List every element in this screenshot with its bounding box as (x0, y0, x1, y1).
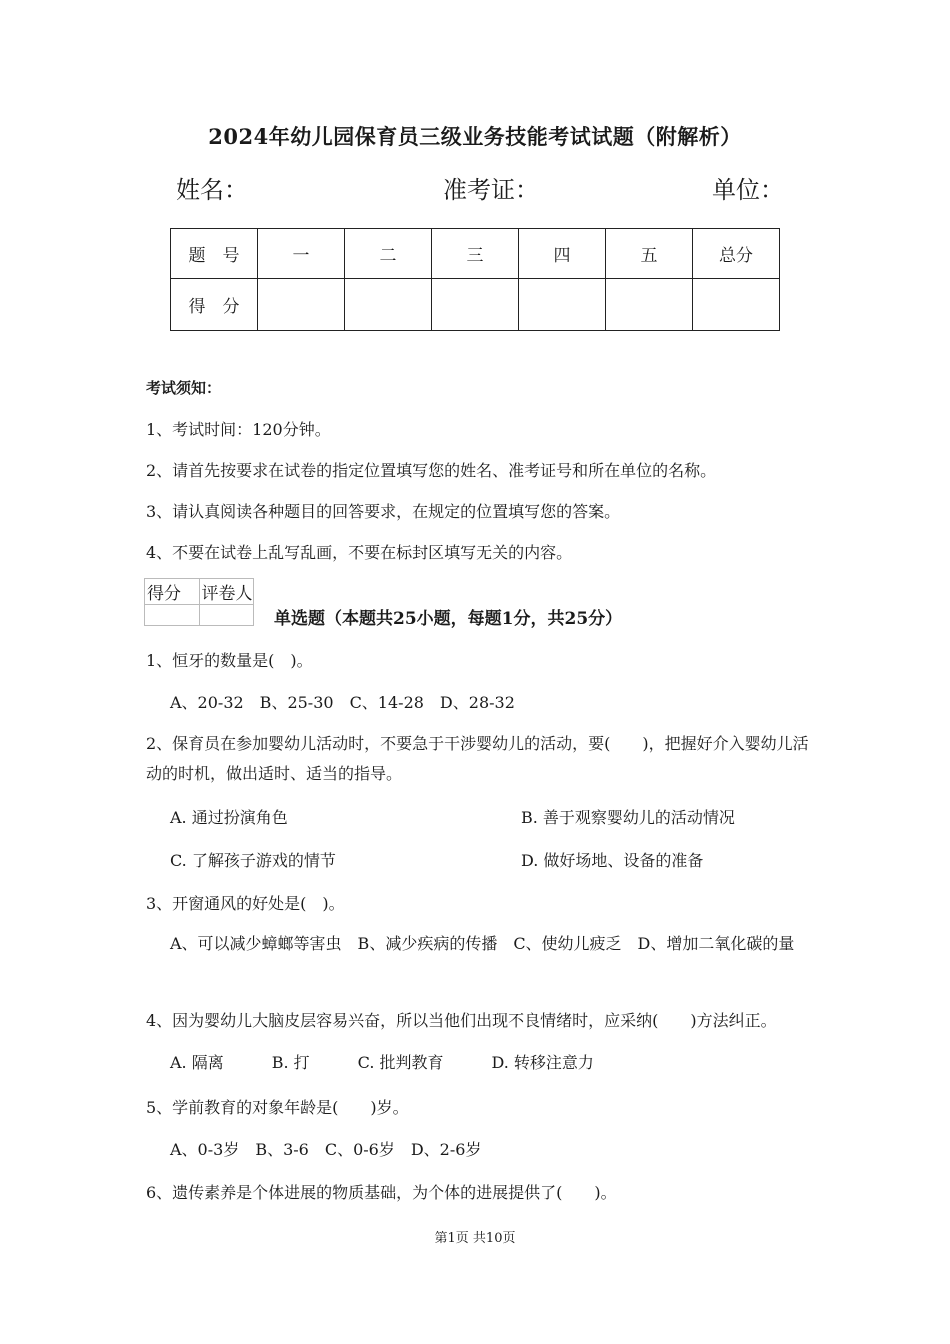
question-1-stem: 1、恒牙的数量是( )。 (146, 651, 313, 670)
grader-table (144, 578, 254, 626)
question-2-stem: 2、保育员在参加婴幼儿活动时，不要急于干涉婴幼儿的活动，要( )，把握好介入婴幼儿活动的时机，做出适时、适当的指导。 (146, 734, 809, 783)
section-title: 单选题（本题共25小题，每题1分，共25分） (274, 609, 623, 629)
score-cell-5[interactable] (606, 279, 693, 331)
notice-item: 1、考试时间：120分钟。 (146, 420, 331, 439)
exam-id-field-label: 准考证： (443, 176, 539, 204)
score-cell-4[interactable] (519, 279, 606, 331)
question-1-options: A、20-32 B、25-30 C、14-28 D、28-32 (170, 693, 515, 712)
score-table-score-row (171, 279, 780, 331)
score-header-cell: 五 (606, 229, 693, 279)
notice-item: 3、请认真阅读各种题目的回答要求，在规定的位置填写您的答案。 (146, 502, 621, 521)
question-3-stem: 3、开窗通风的好处是( )。 (146, 894, 345, 913)
score-header-cell: 二 (345, 229, 432, 279)
question-2-option-d: D. 做好场地、设备的准备 (521, 851, 704, 870)
question-4-options: A. 隔离 B. 打 C. 批判教育 D. 转移注意力 (170, 1053, 594, 1072)
score-cell-2[interactable] (345, 279, 432, 331)
question-2-option-a: A. 通过扮演角色 (170, 808, 288, 827)
question-5-options: A、0-3岁 B、3-6 C、0-6岁 D、2-6岁 (170, 1140, 482, 1159)
page-footer: 第1页 共10页 (434, 1231, 516, 1246)
name-field-label: 姓名： (176, 176, 248, 204)
notice-item: 2、请首先按要求在试卷的指定位置填写您的姓名、准考证号和所在单位的名称。 (146, 461, 717, 480)
score-header-cell: 总分 (693, 229, 780, 279)
question-5-stem: 5、学前教育的对象年龄是( )岁。 (146, 1098, 409, 1117)
unit-field-label: 单位： (712, 176, 784, 204)
grader-score-label: 得分 (145, 579, 200, 605)
score-header-cell: 四 (519, 229, 606, 279)
question-3-options: A、可以减少蟑螂等害虫 B、减少疾病的传播 C、使幼儿疲乏 D、增加二氧化碳的量 (170, 934, 795, 953)
score-row-label: 得 分 (171, 279, 258, 331)
score-header-cell: 一 (258, 229, 345, 279)
score-header-cell: 三 (432, 229, 519, 279)
grader-reviewer-cell[interactable] (199, 605, 254, 626)
score-cell-1[interactable] (258, 279, 345, 331)
question-4-stem: 4、因为婴幼儿大脑皮层容易兴奋，所以当他们出现不良情绪时，应采纳( )方法纠正。 (146, 1011, 777, 1030)
score-table-header-row (171, 229, 780, 279)
question-2-option-c: C. 了解孩子游戏的情节 (170, 851, 336, 870)
page-title: 2024年幼儿园保育员三级业务技能考试试题（附解析） (208, 124, 742, 149)
notice-heading: 考试须知： (146, 379, 222, 397)
question-6-stem: 6、遗传素养是个体进展的物质基础，为个体的进展提供了( )。 (146, 1183, 617, 1202)
question-2-option-b: B. 善于观察婴幼儿的活动情况 (521, 808, 735, 827)
grader-score-cell[interactable] (145, 605, 200, 626)
score-cell-total[interactable] (693, 279, 780, 331)
score-cell-3[interactable] (432, 279, 519, 331)
notice-item: 4、不要在试卷上乱写乱画，不要在标封区填写无关的内容。 (146, 543, 573, 562)
score-table (170, 228, 780, 331)
grader-reviewer-label: 评卷人 (199, 579, 254, 605)
score-header-cell: 题 号 (171, 229, 258, 279)
